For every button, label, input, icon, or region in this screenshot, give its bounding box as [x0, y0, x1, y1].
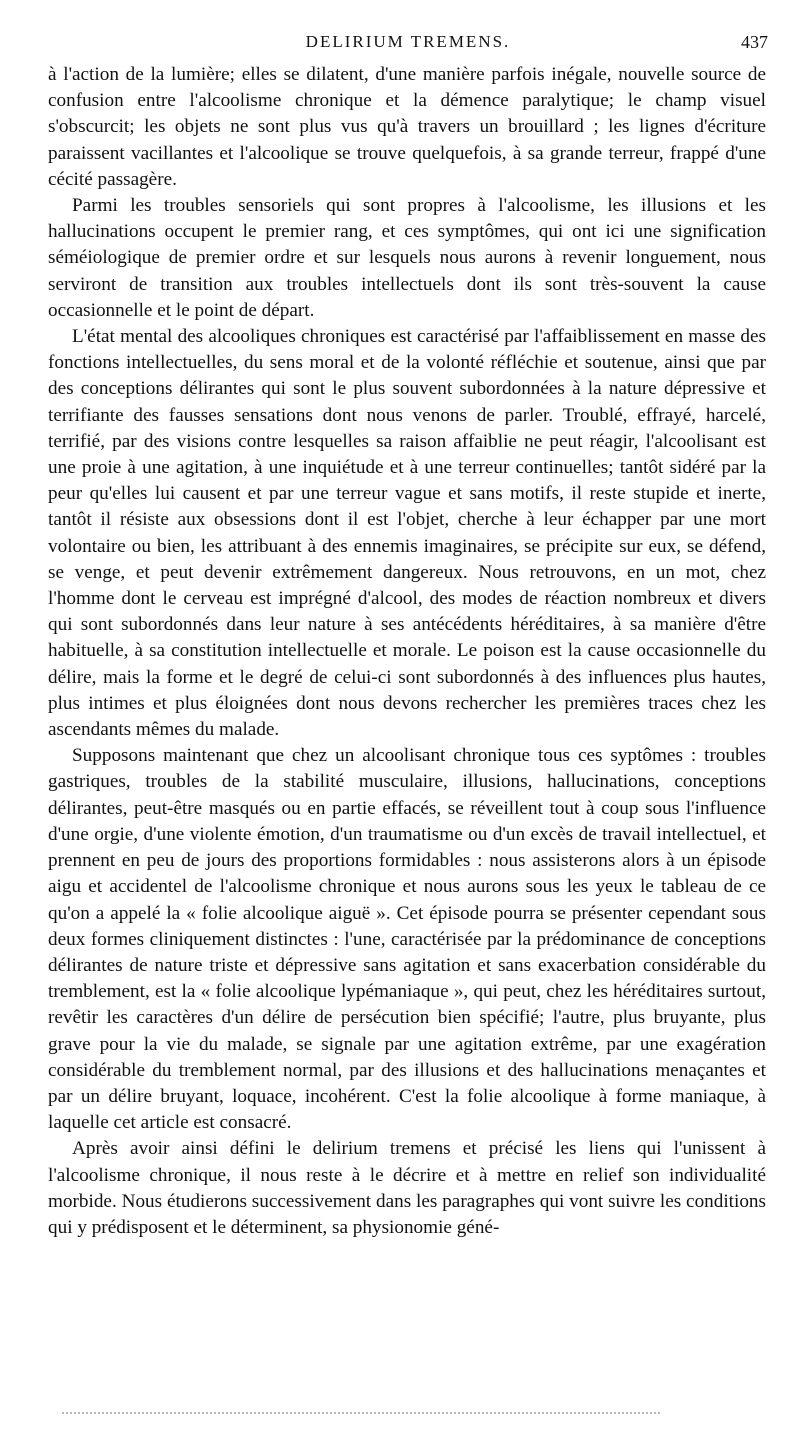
running-head [48, 30, 768, 54]
page-number: 437 [741, 32, 768, 52]
paragraph-acute-episode: Supposons maintenant que chez un alcoolisant chronique tous ces syptômes : troubles gastriques, troubles de la stabilité musculaire, illusions, hallucinations, conceptions délirantes, peut-être masqués ou en partie effacés, se réveillent tout à coup sous l'influence d'une orgie, d'une violente émotion, d'un traumatisme ou d'un excès de travail intellectuel, et prennent en peu de jours des proportions formidables : nous assisterons alors à un épisode aigu et accidentel de l'alcoolisme chronique et nous aurons sous les yeux le tableau de ce qu'on a appelé la « folie alcoolique aiguë ». Cet épisode pourra se présenter cependant sous deux formes cliniquement distinctes : l'une, caractérisée par la prédominance de conceptions délirantes de nature triste et dépressive sans agitation et sans exacerbation considérable du tremblement, est la « folie alcoolique lypémaniaque », qui peut, chez les héréditaires surtout, revêtir les caractères d'un délire de persécution bien spécifié; l'autre, plus bruyante, plus grave pour la vie du malade, se signale par une agitation extrême, par une exagération considérable du tremblement normal, par des illusions et des hallucinations menaçantes et par un délire bruyant, loquace, incohérent. C'est la folie alcoolique à forme maniaque, à laquelle cet article est consacré. [48, 745, 766, 1134]
paragraph-sensory-troubles: Parmi les troubles sensoriels qui sont propres à l'alcoolisme, les illusions et les hallucinations occupent le premier rang, et ces symptômes, qui ont ici une signification séméiologique de premier ordre et sur lesquels nous aurons à revenir longuement, nous serviront de transition aux troubles intellectuels dont ils sont très-souvent la cause occasionnelle et le point de départ. [48, 195, 766, 321]
paragraph-mental-state: L'état mental des alcooliques chroniques est caractérisé par l'affaiblissement en masse des fonctions intellectuelles, du sens moral et de la volonté réfléchie et soutenue, ainsi que par des conceptions délirantes qui sont le plus souvent subordonnées à la nature dépressive et terrifiante des fausses sensations dont nous venons de parler. Troublé, effrayé, harcelé, terrifié, par des visions contre lesquelles sa raison affaiblie ne peut réagir, l'alcoolisant est une proie à une agitation, à une inquiétude et à une terreur continuelles; tantôt sidéré par la peur qu'elles lui causent et par une terreur vague et sans motifs, il reste stupide et inerte, tantôt il résiste aux obsessions dont il est l'objet, cherche à leur échapper par une mort volontaire ou bien, les attribuant à des ennemis imaginaires, se précipite sur eux, se défend, se venge, et peut devenir extrêmement dangereux. Nous retrouvons, en un mot, chez l'homme dont le cerveau est imprégné d'alcool, des modes de réaction nombreux et divers qui sont subordonnés dans leur nature à ses antécédents héréditaires, à sa manière d'être habituelle, à sa constitution intellectuelle et morale. Le poison est la cause occasionnelle du délire, mais la forme et le degré de celui-ci sont subordonnés à des influences plus hautes, plus intimes et plus éloignées dont nous devons rechercher les premières traces chez les ascendants mêmes du malade. [48, 326, 766, 741]
paragraph-definition: Après avoir ainsi défini le delirium tremens et précisé les liens qui l'unissent à l'alcoolisme chronique, il nous reste à le décrire et à mettre en relief son individualité morbide. Nous étudierons successivement dans les paragraphes qui vont suivre les conditions qui y prédisposent et le déterminent, sa physionomie géné- [48, 1138, 766, 1238]
body-text [48, 62, 766, 1241]
paragraph-continuation: à l'action de la lumière; elles se dilatent, d'une manière parfois inégale, nouvelle source de confusion entre l'alcoolisme chronique et la démence paralytique; le champ visuel s'obscurcit; les objets ne sont plus vus qu'à travers un brouillard ; les lignes d'écriture paraissent vacillantes et l'alcoolique se trouve quelquefois, à sa grande terreur, frappé d'une cécité passagère. [48, 64, 766, 190]
running-title: DELIRIUM TREMENS. [305, 32, 511, 51]
bottom-rule [62, 1412, 660, 1414]
